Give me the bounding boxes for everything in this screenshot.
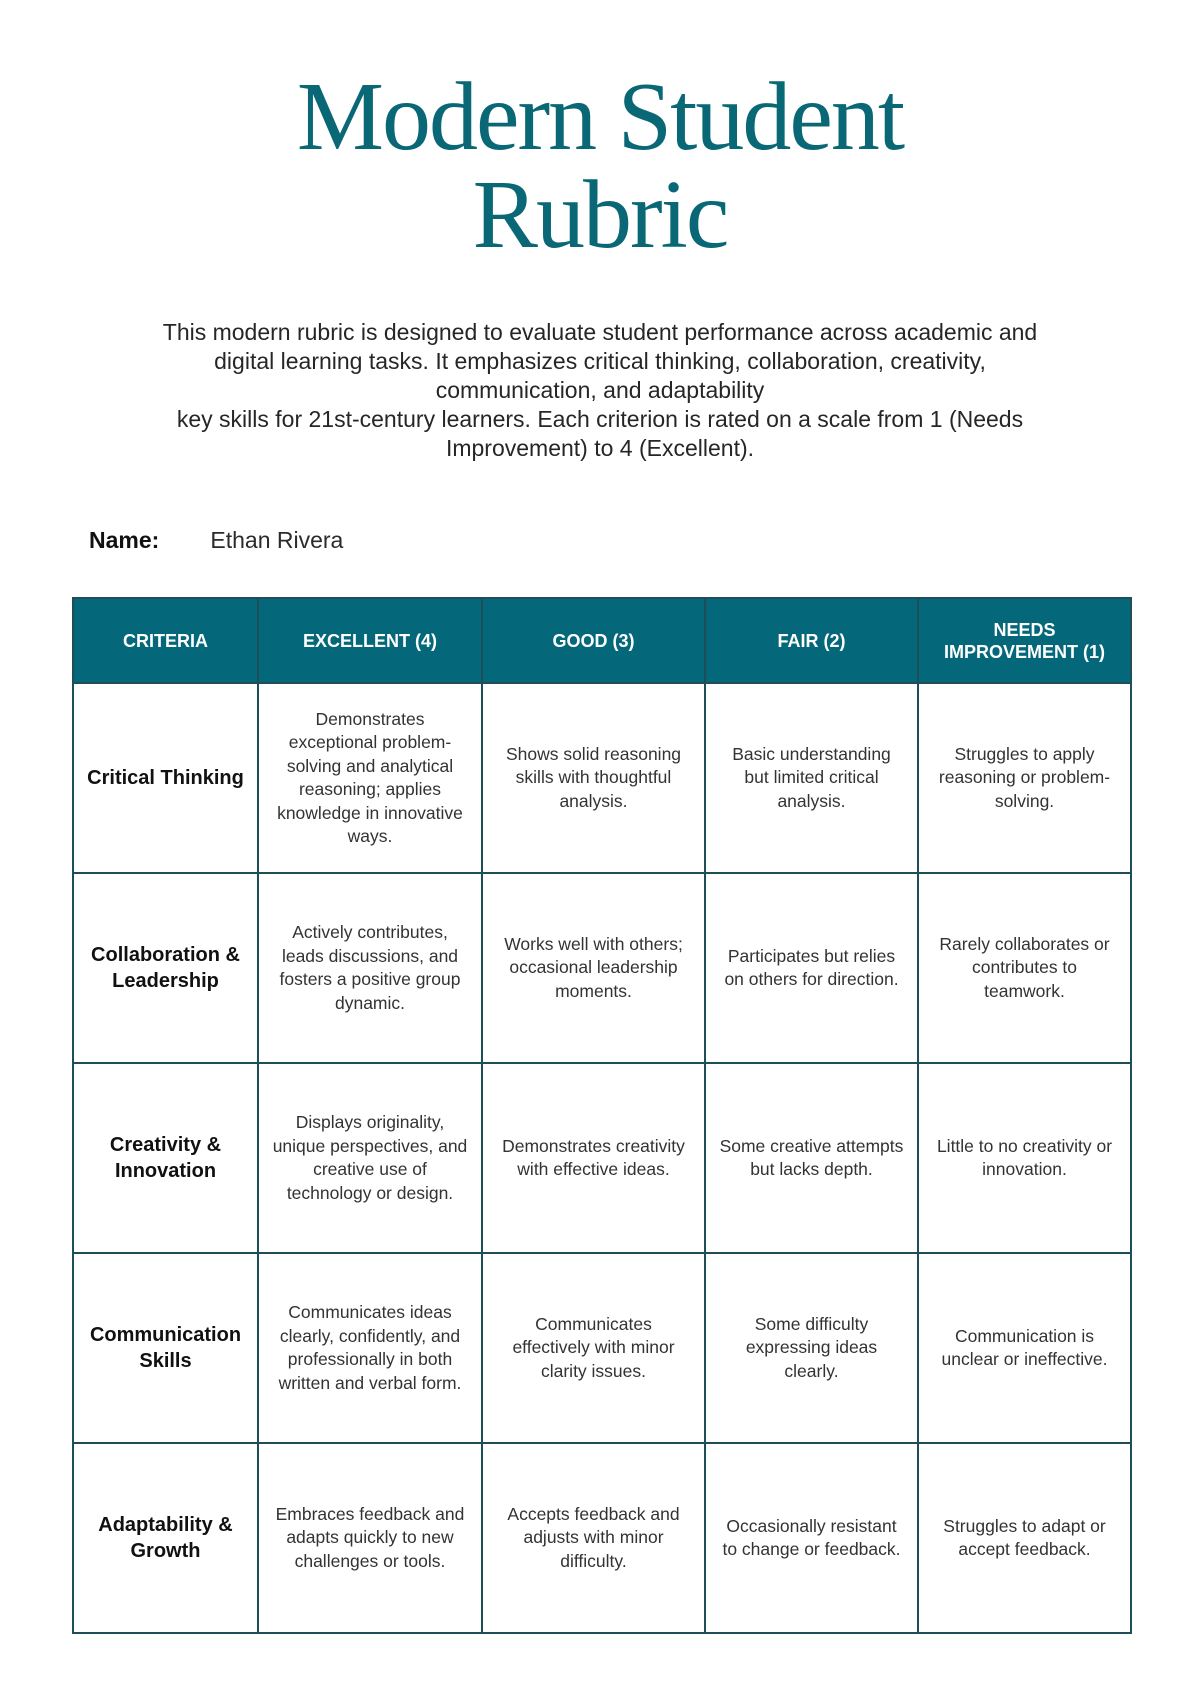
needs-improvement-cell: Communication is unclear or ineffective. [918, 1253, 1131, 1443]
table-row [73, 1443, 1131, 1633]
fair-cell: Some creative attempts but lacks depth. [705, 1063, 918, 1253]
name-label: Name: [89, 527, 160, 553]
table-row [73, 1253, 1131, 1443]
needs-improvement-cell: Little to no creativity or innovation. [918, 1063, 1131, 1253]
title-line-2: Rubric [472, 161, 728, 269]
fair-cell: Some difficulty expressing ideas clearly. [705, 1253, 918, 1443]
fair-cell: Participates but relies on others for direction. [705, 873, 918, 1063]
needs-improvement-cell: Struggles to adapt or accept feedback. [918, 1443, 1131, 1633]
criteria-cell: Communication Skills [73, 1253, 258, 1443]
criteria-cell: Collaboration & Leadership [73, 873, 258, 1063]
header-good: GOOD (3) [482, 598, 705, 683]
table-header-row [73, 598, 1131, 683]
rubric-table [72, 597, 1132, 1634]
table-row [73, 1063, 1131, 1253]
title-line-1: Modern Student [296, 63, 904, 171]
excellent-cell: Embraces feedback and adapts quickly to new challenges or tools. [258, 1443, 482, 1633]
name-value: Ethan Rivera [210, 527, 344, 553]
needs-improvement-cell: Struggles to apply reasoning or problem-solving. [918, 683, 1131, 873]
intro-line: digital learning tasks. It emphasizes critical thinking, collaboration, creativity, [214, 348, 986, 374]
table-row [73, 683, 1131, 873]
intro-line: key skills for 21st-century learners. Each criterion is rated on a scale from 1 (Needs [176, 406, 1024, 432]
good-cell: Accepts feedback and adjusts with minor difficulty. [482, 1443, 705, 1633]
intro-line: communication, and adaptability [435, 377, 765, 403]
intro-paragraph [120, 318, 1080, 463]
excellent-cell: Communicates ideas clearly, confidently, and professionally in both written and verbal form. [258, 1253, 482, 1443]
fair-cell: Basic understanding but limited critical analysis. [705, 683, 918, 873]
good-cell: Demonstrates creativity with effective ideas. [482, 1063, 705, 1253]
good-cell: Works well with others; occasional leadership moments. [482, 873, 705, 1063]
good-cell: Communicates effectively with minor clarity issues. [482, 1253, 705, 1443]
criteria-cell: Critical Thinking [73, 683, 258, 873]
excellent-cell: Displays originality, unique perspectives, and creative use of technology or design. [258, 1063, 482, 1253]
header-excellent: EXCELLENT (4) [258, 598, 482, 683]
criteria-cell: Creativity & Innovation [73, 1063, 258, 1253]
page-title [0, 63, 1200, 269]
fair-cell: Occasionally resistant to change or feedback. [705, 1443, 918, 1633]
criteria-cell: Adaptability & Growth [73, 1443, 258, 1633]
intro-line: Improvement) to 4 (Excellent). [445, 435, 755, 461]
excellent-cell: Demonstrates exceptional problem-solving and analytical reasoning; applies knowledge in innovative ways. [258, 683, 482, 873]
good-cell: Shows solid reasoning skills with thoughtful analysis. [482, 683, 705, 873]
header-needs-improvement: NEEDS IMPROVEMENT (1) [918, 598, 1131, 683]
needs-improvement-cell: Rarely collaborates or contributes to teamwork. [918, 873, 1131, 1063]
excellent-cell: Actively contributes, leads discussions, and fosters a positive group dynamic. [258, 873, 482, 1063]
student-name-row [89, 525, 343, 555]
header-criteria: CRITERIA [73, 598, 258, 683]
header-fair: FAIR (2) [705, 598, 918, 683]
intro-line: This modern rubric is designed to evaluate student performance across academic and [162, 319, 1038, 345]
table-row [73, 873, 1131, 1063]
